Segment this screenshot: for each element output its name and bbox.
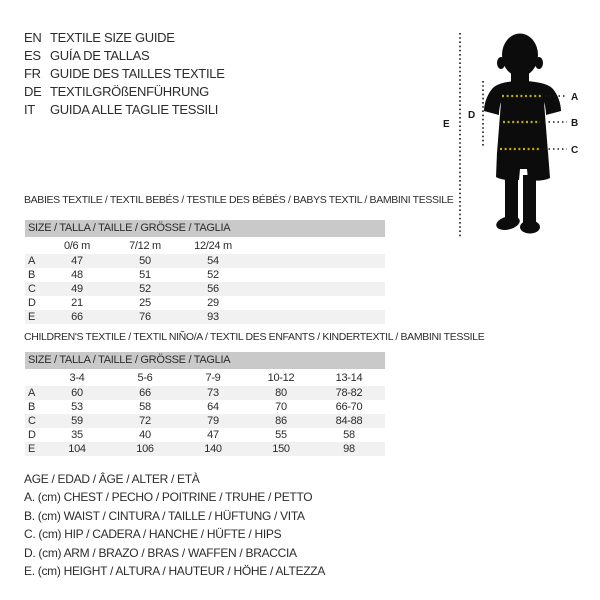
row-label: A: [28, 387, 36, 399]
children-size-table: [25, 352, 385, 456]
column-header: 0/6 m: [63, 240, 90, 252]
table-cell: 66-70: [335, 401, 363, 413]
row-label: C: [28, 283, 36, 295]
table-cell: 21: [71, 297, 83, 309]
table-row: [25, 386, 385, 400]
measurement-figure: [440, 25, 600, 240]
language-row-de: [24, 83, 225, 101]
table-cell: 64: [207, 401, 219, 413]
language-label: TEXTILE SIZE GUIDE: [50, 30, 175, 45]
table-cell: 35: [71, 429, 83, 441]
legend-waist: B. (cm) WAIST / CINTURA / TAILLE / HÜFTUNG / VITA: [24, 508, 305, 523]
language-label: GUIDE DES TAILLES TEXTILE: [50, 66, 225, 81]
table-cell: 66: [71, 311, 83, 323]
table-row: [25, 268, 385, 282]
legend-arm: D. (cm) ARM / BRAZO / BRAS / WAFFEN / BRACCIA: [24, 545, 297, 560]
table-cell: 84-88: [335, 415, 363, 427]
row-label: E: [28, 443, 36, 455]
language-code: DE: [24, 84, 42, 99]
legend-hip: C. (cm) HIP / CADERA / HANCHE / HÜFTE / HIPS: [24, 527, 282, 542]
table-row: [25, 310, 385, 324]
child-silhouette-diagram: [440, 25, 600, 240]
babies-column-header-row: [25, 239, 385, 254]
row-label: D: [28, 429, 36, 441]
table-cell: 66: [139, 387, 151, 399]
language-row-en: [24, 29, 225, 47]
table-cell: 140: [204, 443, 222, 455]
language-label: GUÍA DE TALLAS: [50, 48, 150, 63]
row-label: A: [28, 255, 36, 267]
column-header: 7-9: [205, 372, 221, 384]
children-column-header-row: [25, 371, 385, 386]
corner-cell: [25, 239, 43, 254]
table-row: [25, 428, 385, 442]
row-label: B: [28, 269, 36, 281]
table-cell: 72: [139, 415, 151, 427]
column-header: 3-4: [69, 372, 85, 384]
table-cell: 54: [207, 255, 219, 267]
table-row: [25, 282, 385, 296]
table-cell: 104: [68, 443, 86, 455]
table-cell: 55: [275, 429, 287, 441]
table-cell: 150: [272, 443, 290, 455]
language-row-it: [24, 101, 225, 119]
row-label: E: [28, 311, 36, 323]
table-cell: 52: [207, 269, 219, 281]
language-list: [24, 29, 225, 119]
language-label: GUIDA ALLE TAGLIE TESSILI: [50, 102, 219, 117]
table-cell: 53: [71, 401, 83, 413]
language-label: TEXTILGRÖßENFÜHRUNG: [50, 84, 209, 99]
language-code: FR: [24, 66, 41, 81]
table-row: [25, 400, 385, 414]
measurement-legend: [24, 470, 325, 580]
row-label: B: [28, 401, 36, 413]
table-row: [25, 442, 385, 456]
legend-chest: A. (cm) CHEST / PECHO / POITRINE / TRUHE / PETTO: [24, 490, 313, 505]
table-cell: 48: [71, 269, 83, 281]
table-cell: 58: [343, 429, 355, 441]
table-cell: 25: [139, 297, 151, 309]
children-size-header: SIZE / TALLA / TAILLE / GRÖSSE / TAGLIA: [25, 352, 385, 369]
table-cell: 56: [207, 283, 219, 295]
table-cell: 59: [71, 415, 83, 427]
waist-label: B: [571, 118, 579, 129]
table-cell: 78-82: [335, 387, 363, 399]
legend-height: E. (cm) HEIGHT / ALTURA / HAUTEUR / HÖHE / ALTEZZA: [24, 564, 326, 579]
chest-label: A: [571, 92, 579, 103]
table-cell: 52: [139, 283, 151, 295]
table-cell: 49: [71, 283, 83, 295]
table-row: [25, 414, 385, 428]
babies-size-table: [25, 220, 385, 324]
arm-label: D: [468, 110, 476, 121]
table-cell: 93: [207, 311, 219, 323]
table-cell: 79: [207, 415, 219, 427]
column-header: 13-14: [335, 372, 363, 384]
babies-size-header: SIZE / TALLA / TAILLE / GRÖSSE / TAGLIA: [25, 220, 385, 237]
column-header: 7/12 m: [129, 240, 161, 252]
height-label: E: [443, 119, 450, 130]
table-cell: 50: [139, 255, 151, 267]
hip-label: C: [571, 145, 579, 156]
legend-age: AGE / EDAD / ÂGE / ALTER / ETÀ: [24, 472, 200, 486]
corner-cell: [25, 371, 43, 386]
table-cell: 73: [207, 387, 219, 399]
table-cell: 76: [139, 311, 151, 323]
table-cell: 70: [275, 401, 287, 413]
table-cell: 40: [139, 429, 151, 441]
row-label: D: [28, 297, 36, 309]
column-header: 10-12: [267, 372, 295, 384]
table-cell: 47: [207, 429, 219, 441]
table-cell: 51: [139, 269, 151, 281]
table-cell: 47: [71, 255, 83, 267]
row-label: C: [28, 415, 36, 427]
language-code: IT: [24, 102, 35, 117]
table-cell: 106: [136, 443, 154, 455]
table-row: [25, 254, 385, 268]
babies-section-title: BABIES TEXTILE / TEXTIL BEBÉS / TESTILE DES BÉBÉS / BABYS TEXTIL / BAMBINI TESSILE: [24, 194, 454, 206]
column-header: 12/24 m: [194, 240, 232, 252]
children-section-title: CHILDREN'S TEXTILE / TEXTIL NIÑO/A / TEXTIL DES ENFANTS / KINDERTEXTIL / BAMBINI TESSILE: [24, 331, 485, 343]
language-row-fr: [24, 65, 225, 83]
table-cell: 98: [343, 443, 355, 455]
table-cell: 58: [139, 401, 151, 413]
language-row-es: [24, 47, 225, 65]
table-cell: 29: [207, 297, 219, 309]
language-code: ES: [24, 48, 41, 63]
language-code: EN: [24, 30, 42, 45]
column-header: 5-6: [137, 372, 153, 384]
table-cell: 80: [275, 387, 287, 399]
table-cell: 86: [275, 415, 287, 427]
table-row: [25, 296, 385, 310]
child-silhouette: [484, 34, 561, 234]
table-cell: 60: [71, 387, 83, 399]
